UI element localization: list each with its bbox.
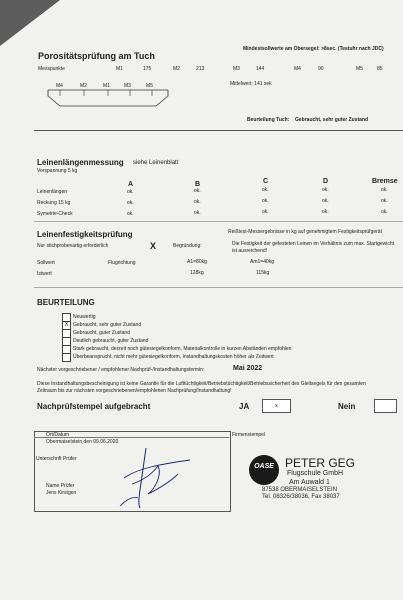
messpunkte-label: Messpunkte	[38, 66, 65, 72]
row-symetrie-label: Symetrie-Check	[37, 211, 73, 217]
m4-value: 90	[318, 66, 324, 72]
col-d: D	[323, 178, 329, 185]
reisstest-note: Reißtest-Messergebnisse in kg auf genehmigtem Festigkeitsprüfgerät	[228, 229, 382, 235]
m1-value: 175	[143, 66, 152, 72]
stamp-city: 87538 OBERMAISELSTEIN	[262, 487, 338, 493]
divider	[34, 130, 403, 131]
mittelwert: Mittelwert: 141 sek	[230, 81, 272, 87]
leinenfestigkeit-title: Leinenfestigkeitsprüfung	[37, 230, 133, 239]
leinenlaenge-title: Leinenlängenmessung	[37, 158, 124, 167]
row-leinenlaengen-c: ok.	[262, 187, 269, 193]
option-checkbox-sehr-gut[interactable]: X	[62, 321, 71, 330]
row-symetrie-d: ok.	[322, 209, 329, 215]
row-symetrie-b: ok.	[194, 210, 201, 216]
ja-label: JA	[239, 402, 250, 411]
row-reckung-label: Reckung 15 kg	[37, 200, 71, 206]
begruendung-label: Begründung:	[173, 243, 202, 249]
m4-label: M4	[294, 66, 301, 72]
begruendung-text-1: Die Festigkeit der getesteten Leinen im Verhältnis zum max. Startgewicht	[232, 241, 395, 247]
m3-label: M3	[233, 66, 240, 72]
nein-box[interactable]	[374, 399, 397, 413]
col-c: C	[263, 178, 269, 185]
stamp-street: Am Auwald 1	[289, 479, 330, 486]
istwert-label: Istwert	[37, 271, 52, 277]
row-leinenlaengen-d: ok.	[322, 187, 329, 193]
beurteilung-title: BEURTEILUNG	[37, 298, 95, 307]
divider	[34, 287, 403, 288]
sollwert-label: Sollwert	[37, 260, 55, 266]
istwert-a1: 128kg	[190, 270, 204, 276]
m5-label: M5	[356, 66, 363, 72]
stamp-logo-text: OASE	[254, 463, 274, 470]
row-reckung-c: ok.	[262, 198, 269, 204]
m1-label: M1	[116, 66, 123, 72]
col-b: B	[195, 181, 201, 188]
diagram-label-m1: M1	[103, 83, 110, 89]
diagram-label-m3: M3	[124, 83, 131, 89]
next-date-label: Nächster vorgeschriebener / empfohlener Nachprüf-/Instandhaltungstermin:	[37, 367, 205, 373]
min-values-note: Mindestsollwerte am Obersegel: >8sec. (Testuhr nach JDC)	[243, 46, 384, 52]
m2-value: 213	[196, 66, 205, 72]
porositaet-title: Porositätsprüfung am Tuch	[38, 51, 155, 61]
row-symetrie-a: ok.	[127, 211, 134, 217]
stichprobe-x-mark: X	[150, 241, 157, 251]
disclaimer-line-1: Diese Instandhaltungsbescheinigung ist keine Garantie für die Lufttüchtigkeit/Betriebstüchtigkeit/Betriebssicherheit des Gleitsegels für den gesamten	[37, 381, 366, 387]
option-checkbox-ueberbeansprucht[interactable]	[62, 353, 71, 362]
sollwert-a1: A1=80kg	[187, 259, 207, 265]
name-label: Name Prüfer	[46, 483, 75, 489]
col-a: A	[128, 181, 134, 188]
disclaimer-line-2: Zeitraum bis zur nächsten vorgeschriebenen/empfohlenen Nachprüfung/Instandhaltung!	[37, 388, 232, 394]
nein-label: Nein	[338, 402, 356, 411]
next-date-value: Mai 2022	[233, 365, 263, 372]
row-leinenlaengen-a: ok.	[127, 189, 134, 195]
divider	[34, 221, 403, 222]
unterschrift-label: Unterschrift Prüfer	[36, 456, 77, 462]
diagram-label-m4: M4	[56, 83, 63, 89]
m3-value: 144	[256, 66, 265, 72]
row-reckung-a: ok.	[127, 200, 134, 206]
col-bremse: Bremse	[372, 178, 398, 185]
stamp-logo	[249, 455, 279, 485]
name-value: Jens Kirstgen	[46, 490, 77, 496]
beurteilung-tuch-label: Beurteilung Tuch:	[247, 117, 290, 123]
row-reckung-bremse: ok.	[381, 198, 388, 204]
vorspannung: Vorspannung 5 kg	[37, 168, 78, 174]
row-symetrie-bremse: ok.	[381, 209, 388, 215]
ja-box[interactable]: x	[262, 399, 291, 413]
option-label-ueberbeansprucht: Überbeansprucht, nicht mehr gütesiegelkonform, Instandhaltungskosten höher als Zeitwert	[73, 354, 274, 360]
stichprobe-label: Nur stichprobenartig erforderlich	[37, 243, 109, 249]
ort-label: Ort/Datum	[46, 432, 70, 438]
row-leinenlaengen-bremse: ok.	[381, 187, 388, 193]
begruendung-text-2: ist ausreichend!	[232, 248, 268, 254]
m2-label: M2	[173, 66, 180, 72]
ort-value: Obermaiselstein,den 09.06.2020	[46, 439, 119, 445]
row-symetrie-c: ok.	[262, 209, 269, 215]
option-label-sehr-gut: Gebraucht, sehr guter Zustand	[73, 322, 142, 328]
diagram-label-m5: M5	[146, 83, 153, 89]
leinenlaenge-subtitle: siehe Leinenblatt	[133, 160, 179, 166]
row-reckung-b: ok.	[194, 199, 201, 205]
m5-value: 85	[377, 66, 383, 72]
row-reckung-d: ok.	[322, 198, 329, 204]
option-label-neuwertig: Neuwertig	[73, 314, 96, 320]
option-label-deutlich-gebraucht: Deutlich gebraucht, guter Zustand	[73, 338, 149, 344]
flugrichtung-label: Flugrichtung	[108, 260, 136, 266]
stamp-company-name: PETER GEG	[285, 456, 356, 470]
stamp-phone: Tel. 08326/38036, Fax 38037	[262, 494, 340, 500]
page-fold-corner	[0, 0, 60, 46]
istwert-am1: 115kg	[256, 270, 270, 276]
row-leinenlaengen-b: ok.	[194, 188, 201, 194]
sollwert-am1: Am1=40kg	[250, 259, 275, 265]
stempel-label: Nachprüfstempel aufgebracht	[37, 402, 151, 411]
diagram-label-m2: M2	[80, 83, 87, 89]
stamp-subtitle: Flugschule GmbH	[287, 470, 344, 477]
row-leinenlaengen-label: Leinenlängen	[37, 189, 68, 195]
handwritten-signature	[118, 444, 198, 512]
beurteilung-tuch-value: Gebraucht, sehr guter Zustand	[295, 117, 369, 123]
firmenstempel-label: Firmenstempel	[232, 432, 266, 438]
option-label-stark-gebraucht: Stark gebraucht, derzeit noch gütesiegelkonform, Materialkontrolle in kurzen Abständen empfohlen	[73, 346, 292, 352]
option-label-gut: Gebraucht, guter Zustand	[73, 330, 130, 336]
